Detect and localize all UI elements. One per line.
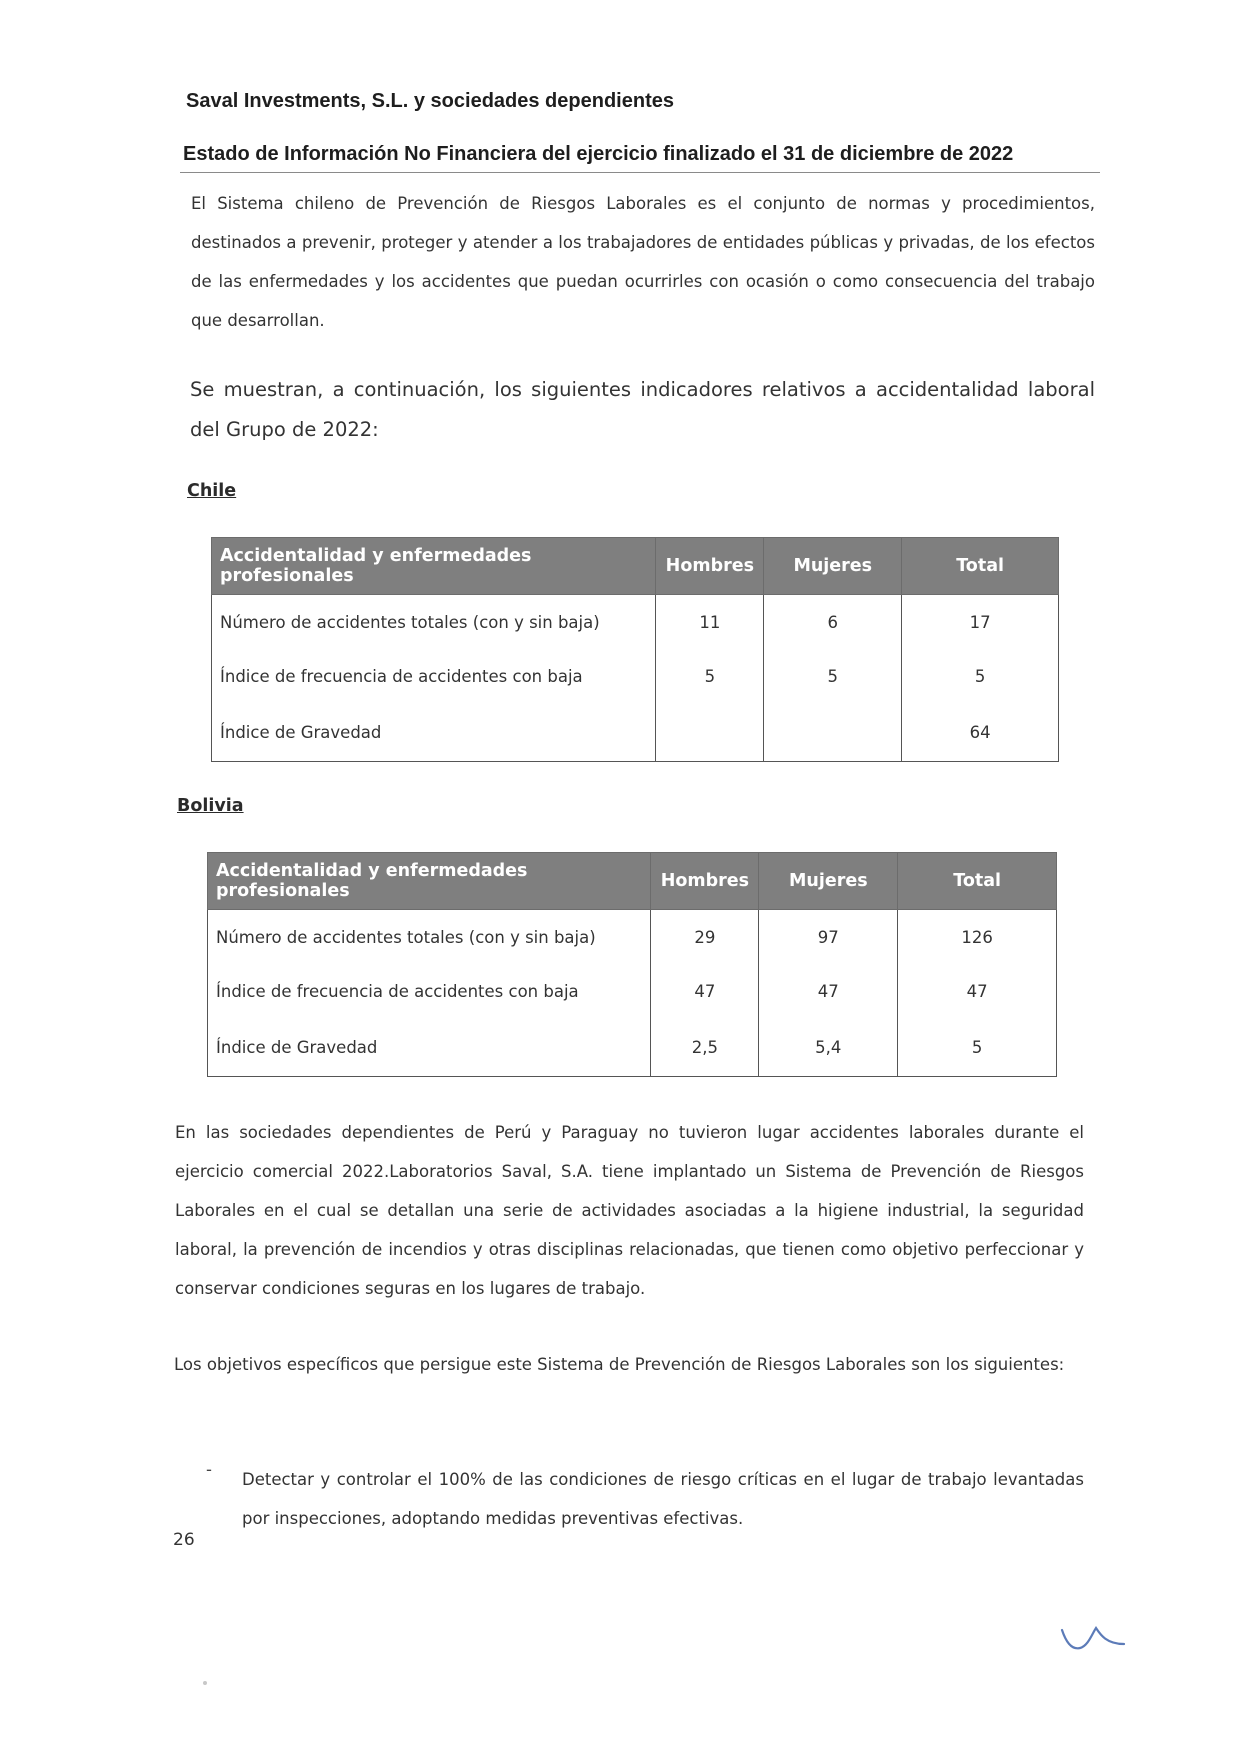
section-heading-chile: Chile xyxy=(187,481,237,501)
bolivia-accident-table xyxy=(207,852,1057,1077)
column-header: Total xyxy=(902,538,1059,595)
scan-speck xyxy=(203,1681,207,1685)
column-header: Accidentalidad y enfermedades profesionales xyxy=(212,538,656,595)
report-subtitle: Estado de Información No Financiera del ejercicio finalizado el 31 de diciembre de 2022 xyxy=(183,143,1014,165)
page-number: 26 xyxy=(173,1530,195,1550)
column-header: Hombres xyxy=(651,853,759,910)
intro-paragraph: El Sistema chileno de Prevención de Riesgos Laborales es el conjunto de normas y procedimientos, destinados a prevenir, proteger y atender a los trabajadores de entidades públicas y privadas, de los efectos de las enfermedades y los accidentes que puedan ocurrirles con ocasión o como consecuencia del trabajo que desarrollan. xyxy=(191,194,1095,330)
cell-total: 47 xyxy=(898,964,1057,1018)
cell-hombres: 29 xyxy=(651,910,759,965)
row-label: Índice de Gravedad xyxy=(208,1018,651,1077)
company-name: Saval Investments, S.L. y sociedades dependientes xyxy=(186,90,674,112)
cell-mujeres: 5,4 xyxy=(759,1018,898,1077)
signature-mark xyxy=(1058,1620,1128,1656)
header-divider xyxy=(180,172,1100,173)
row-label: Índice de Gravedad xyxy=(212,703,656,762)
table-row xyxy=(212,649,1059,703)
chile-accident-table xyxy=(211,537,1059,762)
peru-paraguay-paragraph: En las sociedades dependientes de Perú y Paraguay no tuvieron lugar accidentes laborales durante el ejercicio comercial 2022.Laboratorios Saval, S.A. tiene implantado un Sistema de Prevención de Riesgos Laborales en el cual se detallan una serie de actividades asociadas a la higiene industrial, la seguridad laboral, la prevención de incendios y otras disciplinas relacionadas, que tienen como objetivo perfeccionar y conservar condiciones seguras en los lugares de trabajo. xyxy=(175,1123,1084,1298)
column-header: Total xyxy=(898,853,1057,910)
cell-hombres xyxy=(656,703,764,762)
cell-total: 5 xyxy=(902,649,1059,703)
cell-total: 126 xyxy=(898,910,1057,965)
cell-total: 64 xyxy=(902,703,1059,762)
cell-hombres: 47 xyxy=(651,964,759,1018)
bullet-item: Detectar y controlar el 100% de las condiciones de riesgo críticas en el lugar de trabajo levantadas por inspecciones, adoptando medidas preventivas efectivas. xyxy=(242,1470,1084,1528)
cell-hombres: 2,5 xyxy=(651,1018,759,1077)
column-header: Hombres xyxy=(656,538,764,595)
table-row xyxy=(208,1018,1057,1077)
table-row xyxy=(208,910,1057,965)
cell-hombres: 11 xyxy=(656,595,764,650)
table-row xyxy=(212,595,1059,650)
table-row xyxy=(212,703,1059,762)
table-header-row xyxy=(212,538,1059,595)
objectives-paragraph: Los objetivos específicos que persigue este Sistema de Prevención de Riesgos Laborales son los siguientes: xyxy=(174,1355,1065,1374)
cell-mujeres: 6 xyxy=(764,595,902,650)
column-header: Accidentalidad y enfermedades profesionales xyxy=(208,853,651,910)
cell-total: 5 xyxy=(898,1018,1057,1077)
cell-mujeres: 5 xyxy=(764,649,902,703)
table-header-row xyxy=(208,853,1057,910)
row-label: Índice de frecuencia de accidentes con baja xyxy=(212,649,656,703)
table-row xyxy=(208,964,1057,1018)
cell-mujeres: 97 xyxy=(759,910,898,965)
cell-mujeres xyxy=(764,703,902,762)
row-label: Número de accidentes totales (con y sin baja) xyxy=(212,595,656,650)
cell-hombres: 5 xyxy=(656,649,764,703)
bullet-dash: - xyxy=(206,1460,212,1479)
column-header: Mujeres xyxy=(759,853,898,910)
row-label: Índice de frecuencia de accidentes con baja xyxy=(208,964,651,1018)
cell-mujeres: 47 xyxy=(759,964,898,1018)
row-label: Número de accidentes totales (con y sin baja) xyxy=(208,910,651,965)
cell-total: 17 xyxy=(902,595,1059,650)
indicators-paragraph: Se muestran, a continuación, los siguientes indicadores relativos a accidentalidad laboral del Grupo de 2022: xyxy=(190,378,1095,441)
section-heading-bolivia: Bolivia xyxy=(177,796,244,816)
column-header: Mujeres xyxy=(764,538,902,595)
